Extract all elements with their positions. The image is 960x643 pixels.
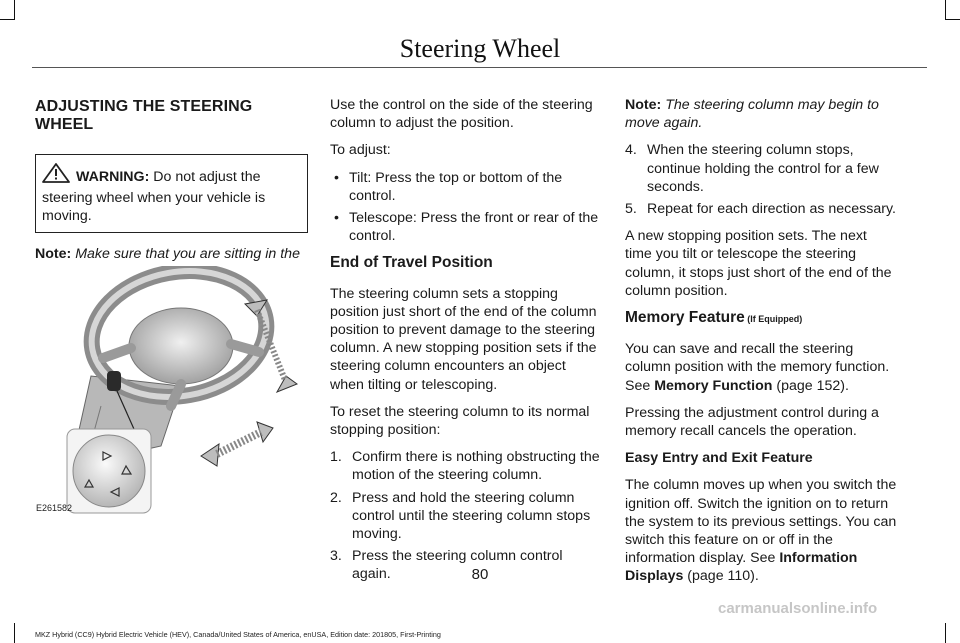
- step-number: 1.: [330, 449, 342, 466]
- bullet-list: [330, 169, 602, 246]
- memory-heading: Memory Feature: [625, 309, 745, 327]
- step-number: 3.: [330, 548, 342, 565]
- information-displays-link[interactable]: Information Displays: [625, 550, 858, 585]
- list-item: [330, 209, 602, 245]
- list-item: [625, 141, 897, 196]
- note: [625, 96, 897, 132]
- note-label: Note:: [35, 246, 72, 263]
- list-item-text: Confirm there is nothing obstructing the motion of the steering column.: [352, 449, 600, 484]
- list-item-text: Telescope: Press the front or rear of the control.: [349, 210, 599, 245]
- subheading: [625, 309, 897, 328]
- memory-function-link[interactable]: Memory Function: [654, 377, 773, 394]
- subheading: Easy Entry and Exit Feature: [625, 450, 813, 467]
- paragraph: A new stopping position sets. The next time you tilt or telescope the steering column, it stops just short of the end of the column position.: [625, 228, 892, 299]
- list-item-text: Tilt: Press the top or bottom of the control.: [349, 169, 563, 204]
- crop-mark: [14, 0, 15, 20]
- step-number: 4.: [625, 142, 637, 159]
- list-item-text: Press the steering column control again.: [352, 548, 563, 583]
- list-item: [625, 200, 897, 218]
- paragraph-text: The column moves up when you switch the ignition off. Switch the ignition on to return the system to its previous settings. You can switch this feature on or off in the information display. See: [625, 477, 897, 567]
- list-item: [330, 169, 602, 205]
- note-label: Note:: [625, 97, 662, 113]
- section-heading: ADJUSTING THE STEERING WHEEL: [35, 98, 253, 134]
- steering-wheel-figure: [31, 266, 311, 521]
- figure-code: E261582: [36, 503, 73, 513]
- column-2: [330, 96, 602, 593]
- crop-mark: [945, 19, 960, 20]
- warning-label: WARNING:: [76, 169, 150, 186]
- list-item-text: Repeat for each direction as necessary.: [647, 201, 896, 218]
- warning-triangle-icon: [42, 163, 70, 188]
- numbered-list: [625, 141, 897, 218]
- bullet-mark: •: [334, 210, 339, 227]
- list-item: [330, 448, 602, 484]
- crop-mark: [14, 623, 15, 643]
- header-rule: [32, 67, 927, 68]
- list-item-text: Press and hold the steering column control until the steering column stops moving.: [352, 489, 591, 543]
- watermark: carmanualsonline.info: [718, 600, 878, 617]
- numbered-list: [330, 448, 602, 583]
- paragraph: The steering column sets a stopping position just short of the end of the column position to prevent damage to the steering column. A new stopping position sets if the steering column encounters an object when tilting or telescoping.: [330, 285, 597, 393]
- if-equipped-label: (If Equipped): [744, 314, 803, 325]
- page-title: Steering Wheel: [399, 34, 561, 63]
- crop-mark: [945, 0, 946, 20]
- list-item-text: When the steering column stops, continue holding the control for a few seconds.: [647, 142, 879, 195]
- warning-text: Do not adjust the steering wheel when your vehicle is moving.: [42, 169, 266, 224]
- crop-mark: [0, 19, 15, 20]
- page-ref: (page 110).: [683, 568, 759, 585]
- note-text: The steering column may begin to move again.: [625, 97, 879, 132]
- column-3: [625, 96, 897, 595]
- page-number: 80: [471, 566, 489, 583]
- list-item: [330, 489, 602, 544]
- paragraph-text: You can save and recall the steering column position with the memory function. See: [625, 341, 890, 394]
- subheading: End of Travel Position: [330, 254, 493, 272]
- note-text: Make sure that you are sitting in the: [75, 246, 300, 263]
- paragraph: Use the control on the side of the steering column to adjust the position.: [330, 97, 593, 132]
- step-number: 2.: [330, 489, 342, 506]
- step-number: 5.: [625, 201, 637, 218]
- paragraph: To adjust:: [330, 142, 391, 159]
- bullet-mark: •: [334, 169, 339, 186]
- paragraph: Pressing the adjustment control during a memory recall cancels the operation.: [625, 404, 879, 440]
- paragraph: To reset the steering column to its normal stopping position:: [330, 403, 590, 439]
- crop-mark: [945, 623, 946, 643]
- paragraph: [625, 340, 897, 395]
- warning-box: [35, 154, 308, 233]
- adjustment-control-icon: [73, 435, 145, 507]
- page-ref: (page 152).: [772, 377, 849, 394]
- footer-text: MKZ Hybrid (CC9) Hybrid Electric Vehicle (HEV), Canada/United States of America, enUSA, Edition date: 201805, First-Printing: [35, 630, 441, 639]
